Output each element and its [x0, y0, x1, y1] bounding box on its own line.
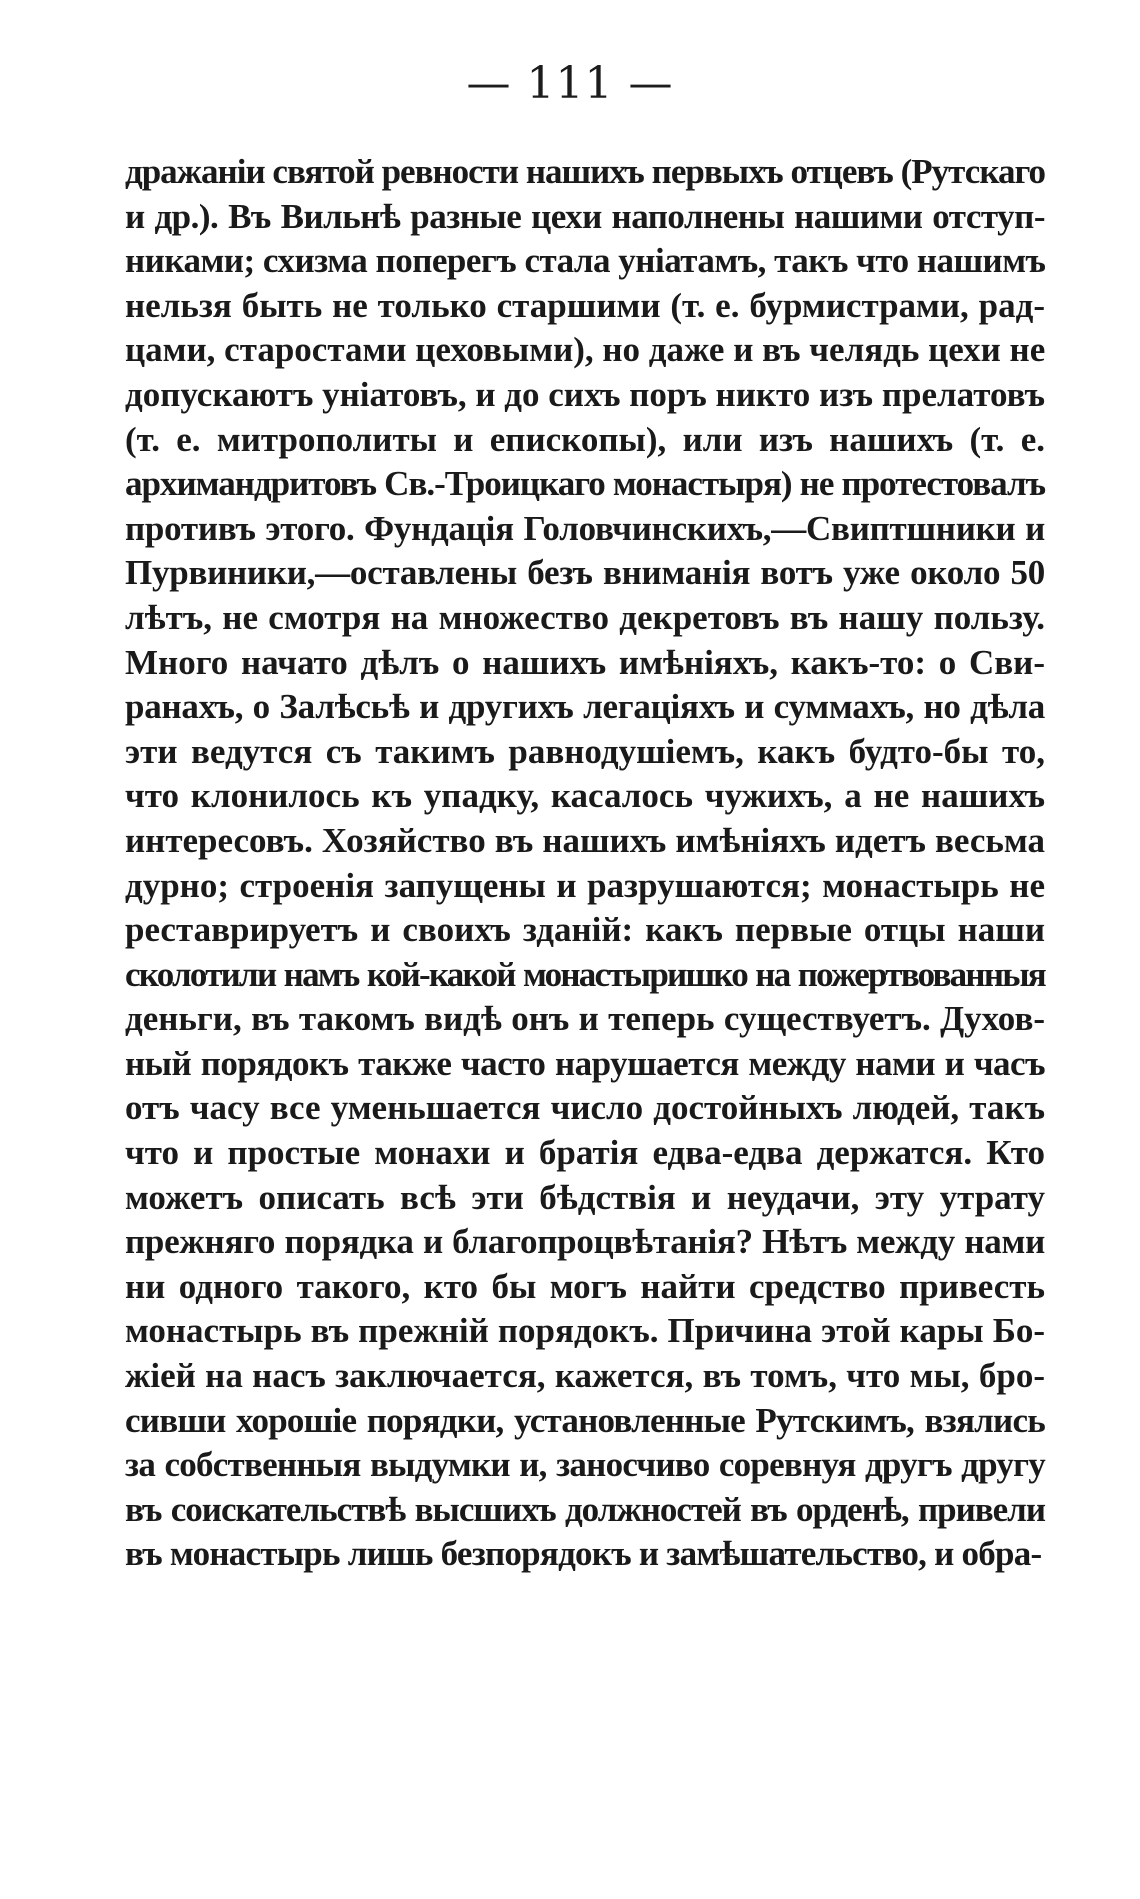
- page-number: — 111 —: [466, 58, 674, 109]
- text-line: жіей на насъ заключается, кажется, въ томъ, что мы, бро-: [125, 1356, 1045, 1396]
- text-line: реставрируетъ и своихъ зданій: какъ первые отцы наши: [125, 910, 1045, 950]
- text-line: дурно; строенія запущены и разрушаются; монастырь не: [125, 865, 1045, 905]
- text-line: можетъ описать всѣ эти бѣдствія и неудачи, эту утрату: [125, 1177, 1045, 1217]
- text-line: эти ведутся съ такимъ равнодушіемъ, какъ будто-бы то,: [125, 731, 1045, 771]
- text-line: допускаютъ уніатовъ, и до сихъ поръ никто изъ прелатовъ: [125, 374, 1046, 414]
- text-line: сколотили намъ кой-какой монастыришко на пожертвованныя: [125, 954, 1045, 994]
- text-line: архимандритовъ Св.-Троицкаго монастыря) не протестовалъ: [125, 464, 1045, 504]
- text-line: интересовъ. Хозяйство въ нашихъ имѣніяхъ идетъ весьма: [125, 820, 1045, 860]
- text-line: что клонилось къ упадку, касалось чужихъ, а не нашихъ: [125, 776, 1045, 816]
- text-line: дражаніи святой ревности нашихъ первыхъ отцевъ (Рутскаго: [125, 152, 1045, 191]
- text-line: что и простые монахи и братія едва-едва держатся. Кто: [125, 1133, 1045, 1173]
- text-line: ранахъ, о Залѣсьѣ и другихъ легаціяхъ и суммахъ, но дѣла: [125, 687, 1045, 727]
- text-line: въ соискательствѣ высшихъ должностей въ орденѣ, привели: [125, 1489, 1045, 1529]
- text-line: прежняго порядка и благопроцвѣтанія? Нѣтъ между нами: [125, 1222, 1045, 1262]
- text-line: деньги, въ такомъ видѣ онъ и теперь существуетъ. Духов-: [125, 999, 1045, 1039]
- text-line: цами, старостами цеховыми), но даже и въ челядь цехи не: [125, 330, 1046, 370]
- text-line: нельзя быть не только старшими (т. е. бурмистрами, рад-: [125, 285, 1045, 325]
- text-line: Много начато дѣлъ о нашихъ имѣніяхъ, какъ-то: о Сви-: [125, 642, 1045, 682]
- text-line: и др.). Въ Вильнѣ разные цехи наполнены нашими отступ-: [125, 196, 1045, 236]
- text-line: ный порядокъ также часто нарушается между нами и часъ: [125, 1043, 1045, 1083]
- text-line: сивши хорошіе порядки, установленные Рутскимъ, взялись: [125, 1400, 1045, 1440]
- text-line: (т. е. митрополиты и епископы), или изъ нашихъ (т. е.: [125, 419, 1045, 459]
- body-text: [125, 150, 1045, 1577]
- text-line: никами; схизма поперегъ стала уніатамъ, такъ что нашимъ: [125, 241, 1046, 281]
- text-line: монастырь въ прежній порядокъ. Причина этой кары Бо-: [125, 1311, 1045, 1351]
- text-line: Пурвиники,—оставлены безъ вниманія вотъ уже около 50: [125, 553, 1045, 593]
- text-line: за собственныя выдумки и, заносчиво соревнуя другъ другу: [125, 1445, 1045, 1485]
- text-line: лѣтъ, не смотря на множество декретовъ въ нашу пользу.: [125, 597, 1045, 637]
- text-line: ни одного такого, кто бы могъ найти средство привесть: [125, 1266, 1045, 1306]
- text-line: отъ часу все уменьшается число достойныхъ людей, такъ: [125, 1088, 1045, 1128]
- text-line: противъ этого. Фундація Головчинскихъ,—Свиптшники и: [125, 508, 1045, 548]
- text-line: въ монастырь лишь безпорядокъ и замѣшательство, и обра-: [125, 1534, 1042, 1574]
